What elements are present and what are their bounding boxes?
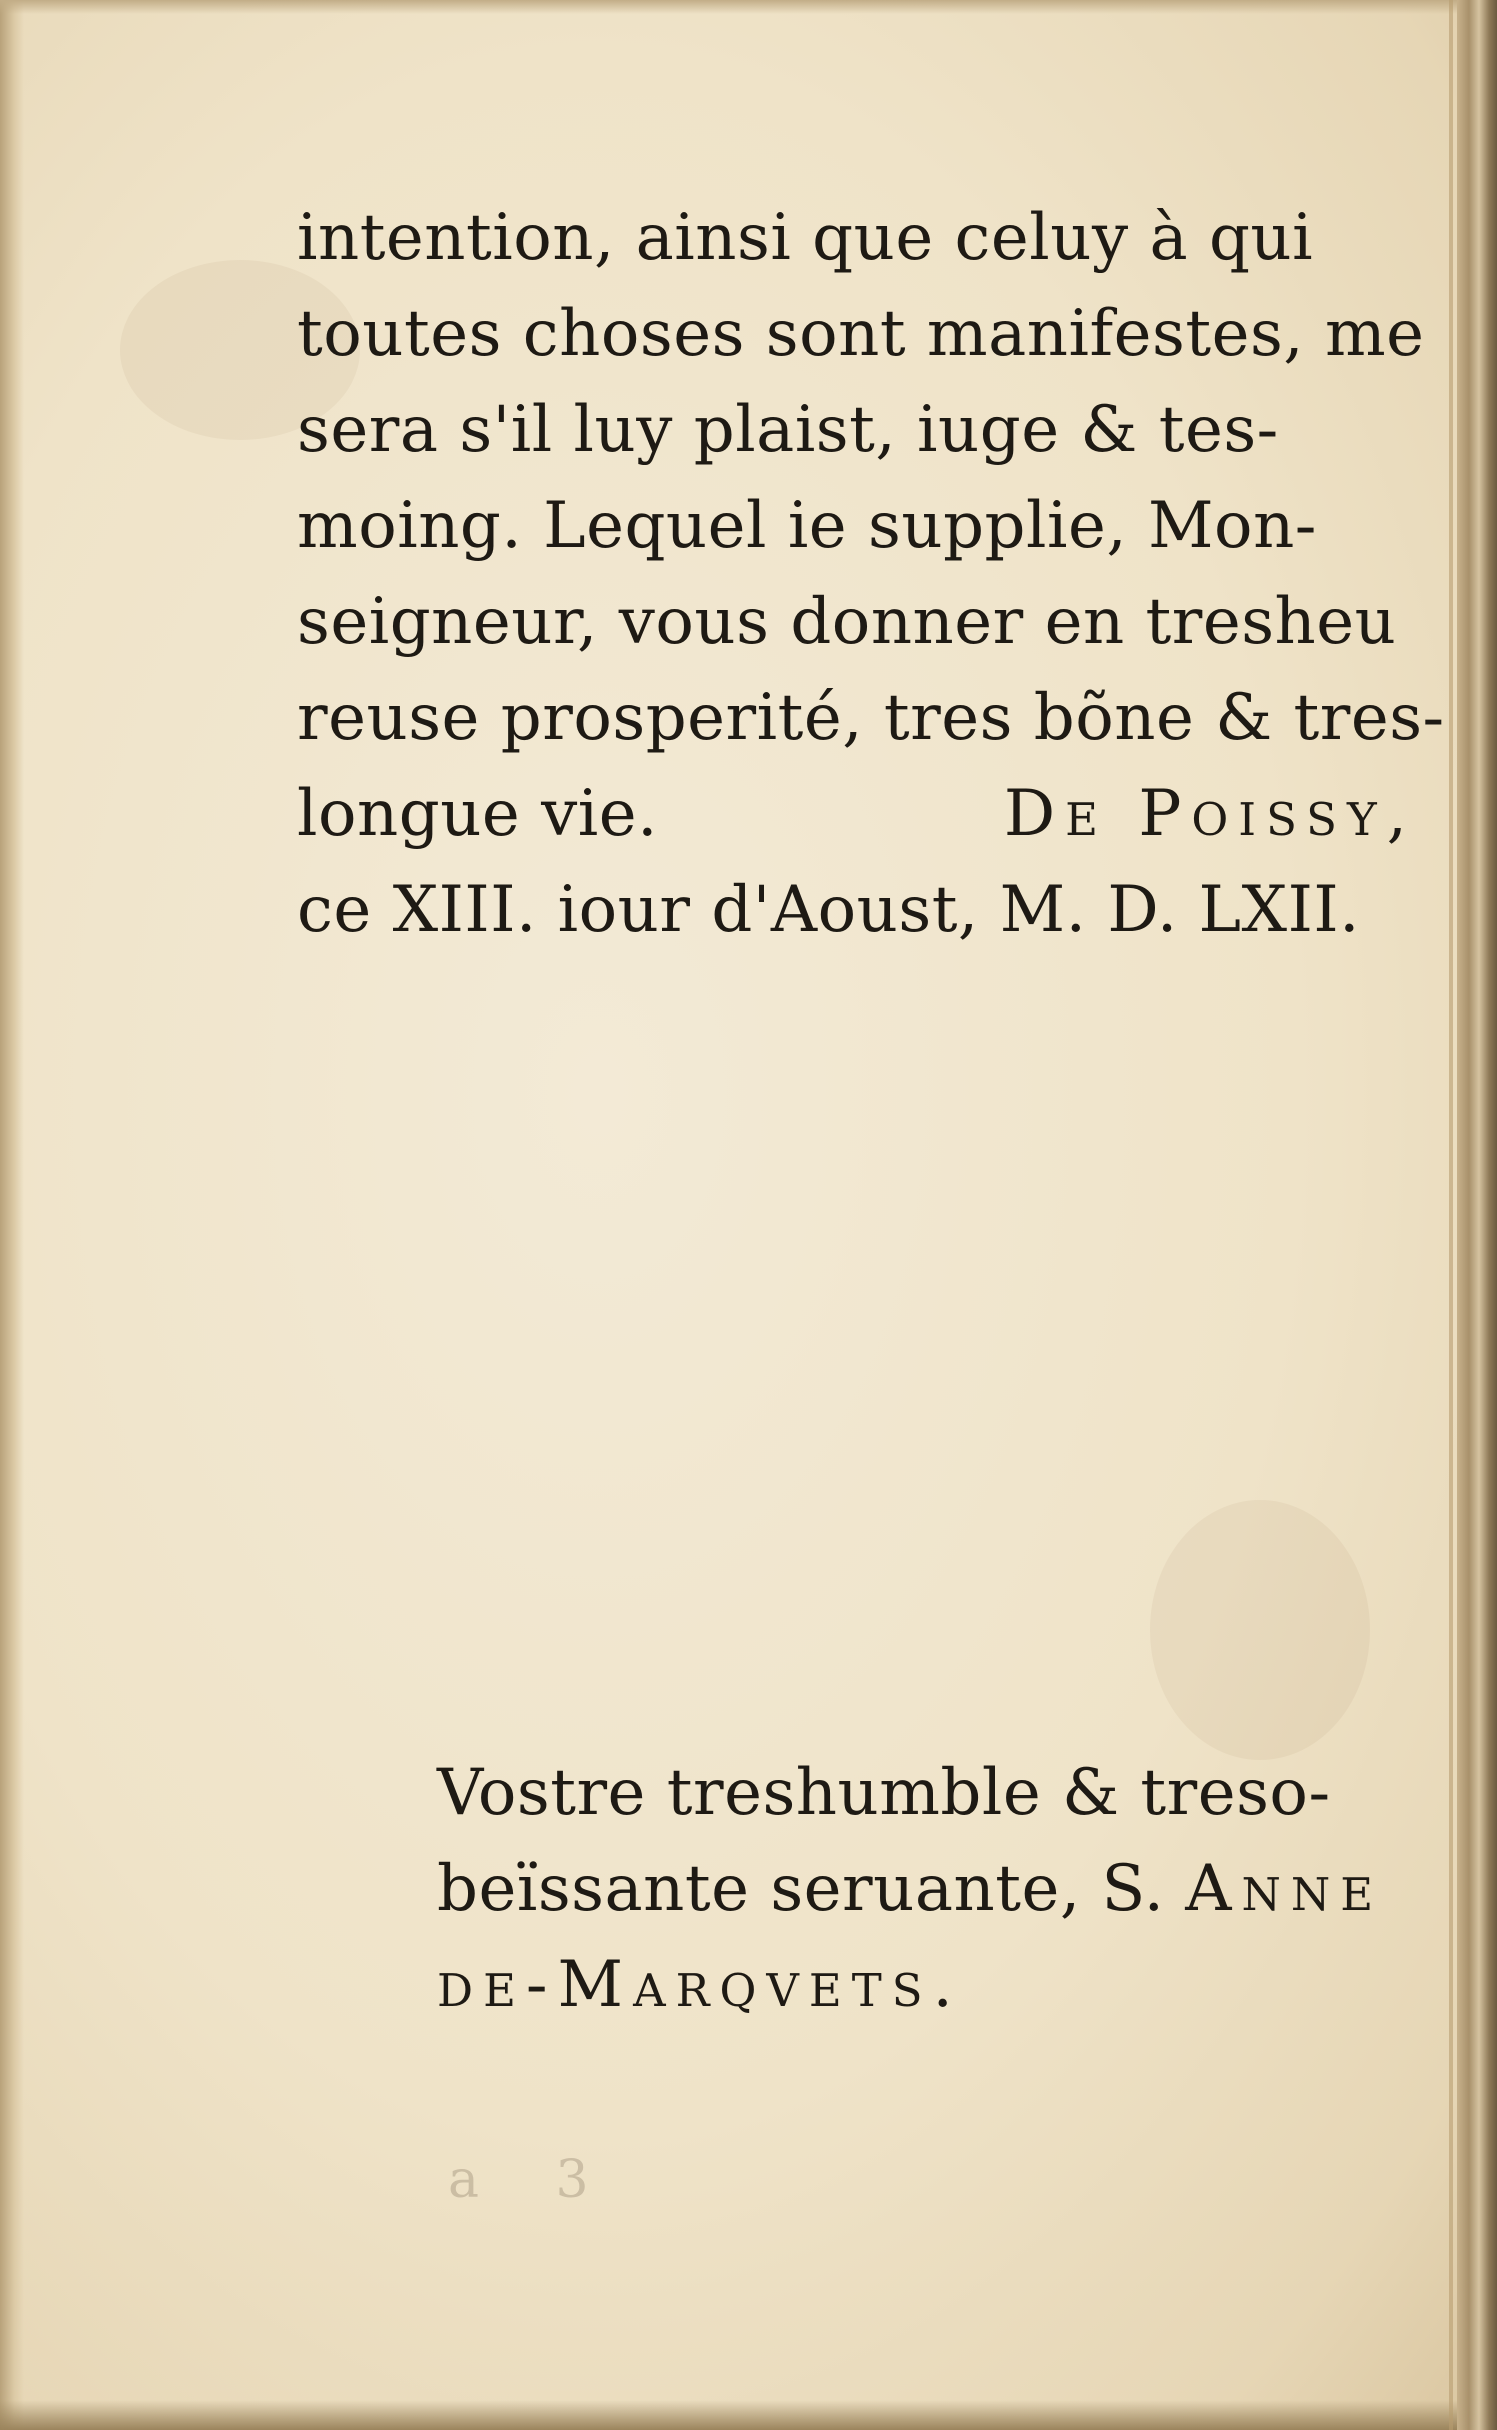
letter-body <box>297 190 1445 958</box>
closing-line <box>437 1841 1417 1937</box>
text-line: intention, ainsi que celuy à qui <box>297 201 1314 275</box>
author-surname: de-Marqvets. <box>437 1948 963 2022</box>
closing-text: beïssante seruante, S. <box>437 1852 1165 1926</box>
fore-edge-line <box>1449 0 1453 2430</box>
text-line: reuse prosperité, tres bõne & tres- <box>297 681 1445 755</box>
closing-signature <box>437 1745 1417 2033</box>
author-first-name: Anne <box>1185 1852 1384 1926</box>
place-name: De Poissy, <box>1003 777 1417 851</box>
top-edge <box>0 0 1497 14</box>
date-line: ce XIII. iour d'Aoust, M. D. LXII. <box>297 873 1360 947</box>
text-line: toutes choses sont manifestes, me <box>297 297 1425 371</box>
fore-edge <box>1457 0 1497 2430</box>
text-line: longue vie. <box>297 777 658 851</box>
text-line: moing. Lequel ie supplie, Mon- <box>297 489 1317 563</box>
text-line: seigneur, vous donner en tresheu <box>297 585 1397 659</box>
binding-edge <box>0 0 24 2430</box>
text-line-place <box>297 766 1417 862</box>
bottom-edge <box>0 2400 1497 2430</box>
text-line: sera s'il luy plaist, iuge & tes- <box>297 393 1279 467</box>
closing-line: Vostre treshumble & treso- <box>437 1756 1331 1830</box>
paper-stain <box>1150 1500 1370 1760</box>
signature-mark: a 3 <box>448 2150 619 2210</box>
